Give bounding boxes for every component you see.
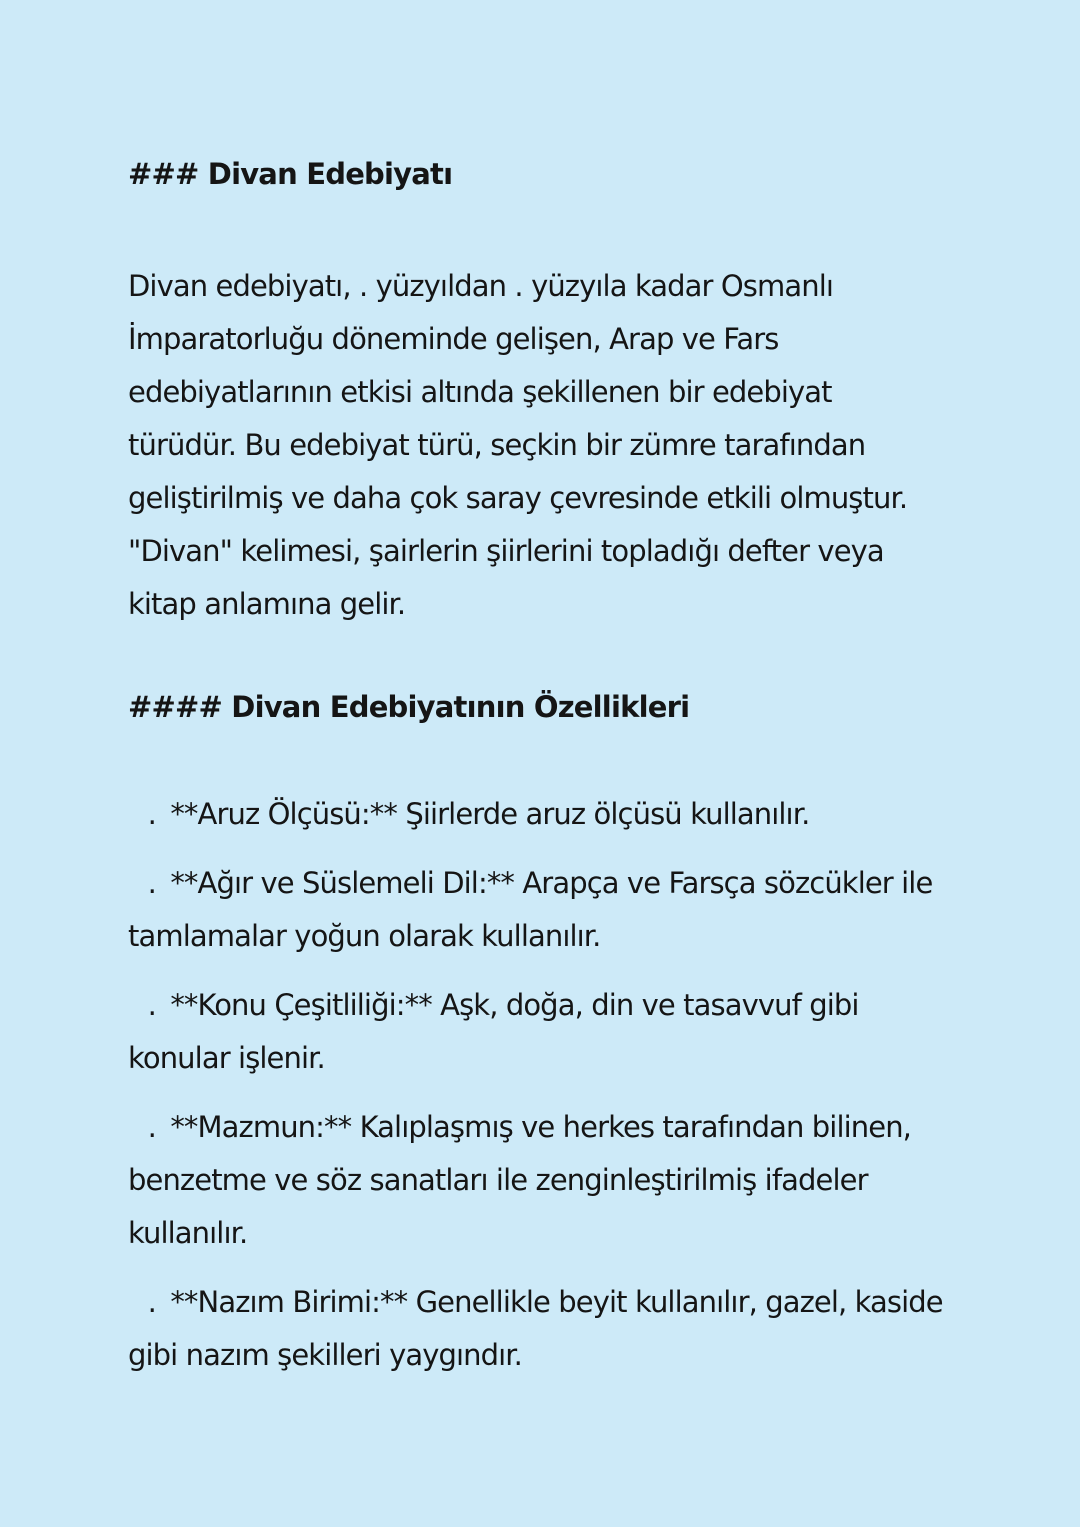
feature-label: **Ağır ve Süslemeli Dil:** — [170, 866, 515, 900]
feature-label: **Konu Çeşitliliği:** — [170, 988, 432, 1022]
section-title: #### Divan Edebiyatının Özellikleri — [128, 690, 690, 725]
bullet-dot-icon: . — [147, 797, 156, 831]
feature-item-nazim — [128, 1276, 948, 1382]
feature-description: Aşk, doğa, din ve tasavvuf gibi konular işlenir. — [128, 988, 859, 1075]
feature-item-mazmun — [128, 1101, 948, 1260]
feature-description: Arapça ve Farsça sözcükler ile tamlamalar yoğun olarak kullanılır. — [128, 866, 933, 953]
feature-item-aruz — [128, 788, 948, 841]
bullet-dot-icon: . — [147, 1110, 156, 1144]
bullet-dot-icon: . — [147, 866, 156, 900]
feature-item-konu — [128, 979, 948, 1085]
feature-description: Şiirlerde aruz ölçüsü kullanılır. — [405, 797, 810, 831]
page-title: ### Divan Edebiyatı — [128, 157, 453, 192]
intro-paragraph: Divan edebiyatı, . yüzyıldan . yüzyıla kadar Osmanlı İmparatorluğu döneminde gelişen, Arap ve Fars edebiyatlarının etkisi altında şekillenen bir edebiyat türüdür. Bu edebiyat türü, seçkin bir zümre tarafından geliştirilmiş ve daha çok saray çevresinde etkili olmuştur. "Divan" kelimesi, şairlerin şiirlerini topladığı defter veya kitap anlamına gelir. — [128, 269, 908, 621]
feature-description: Genellikle beyit kullanılır, gazel, kaside gibi nazım şekilleri yaygındır. — [128, 1285, 943, 1372]
feature-item-dil — [128, 857, 948, 963]
bullet-dot-icon: . — [147, 1285, 156, 1319]
feature-label: **Aruz Ölçüsü:** — [170, 797, 397, 831]
feature-description: Kalıplaşmış ve herkes tarafından bilinen, benzetme ve söz sanatları ile zenginleştirilmiş ifadeler kullanılır. — [128, 1110, 911, 1250]
feature-label: **Nazım Birimi:** — [170, 1285, 408, 1319]
bullet-dot-icon: . — [147, 988, 156, 1022]
feature-label: **Mazmun:** — [170, 1110, 352, 1144]
feature-list — [128, 788, 948, 1398]
